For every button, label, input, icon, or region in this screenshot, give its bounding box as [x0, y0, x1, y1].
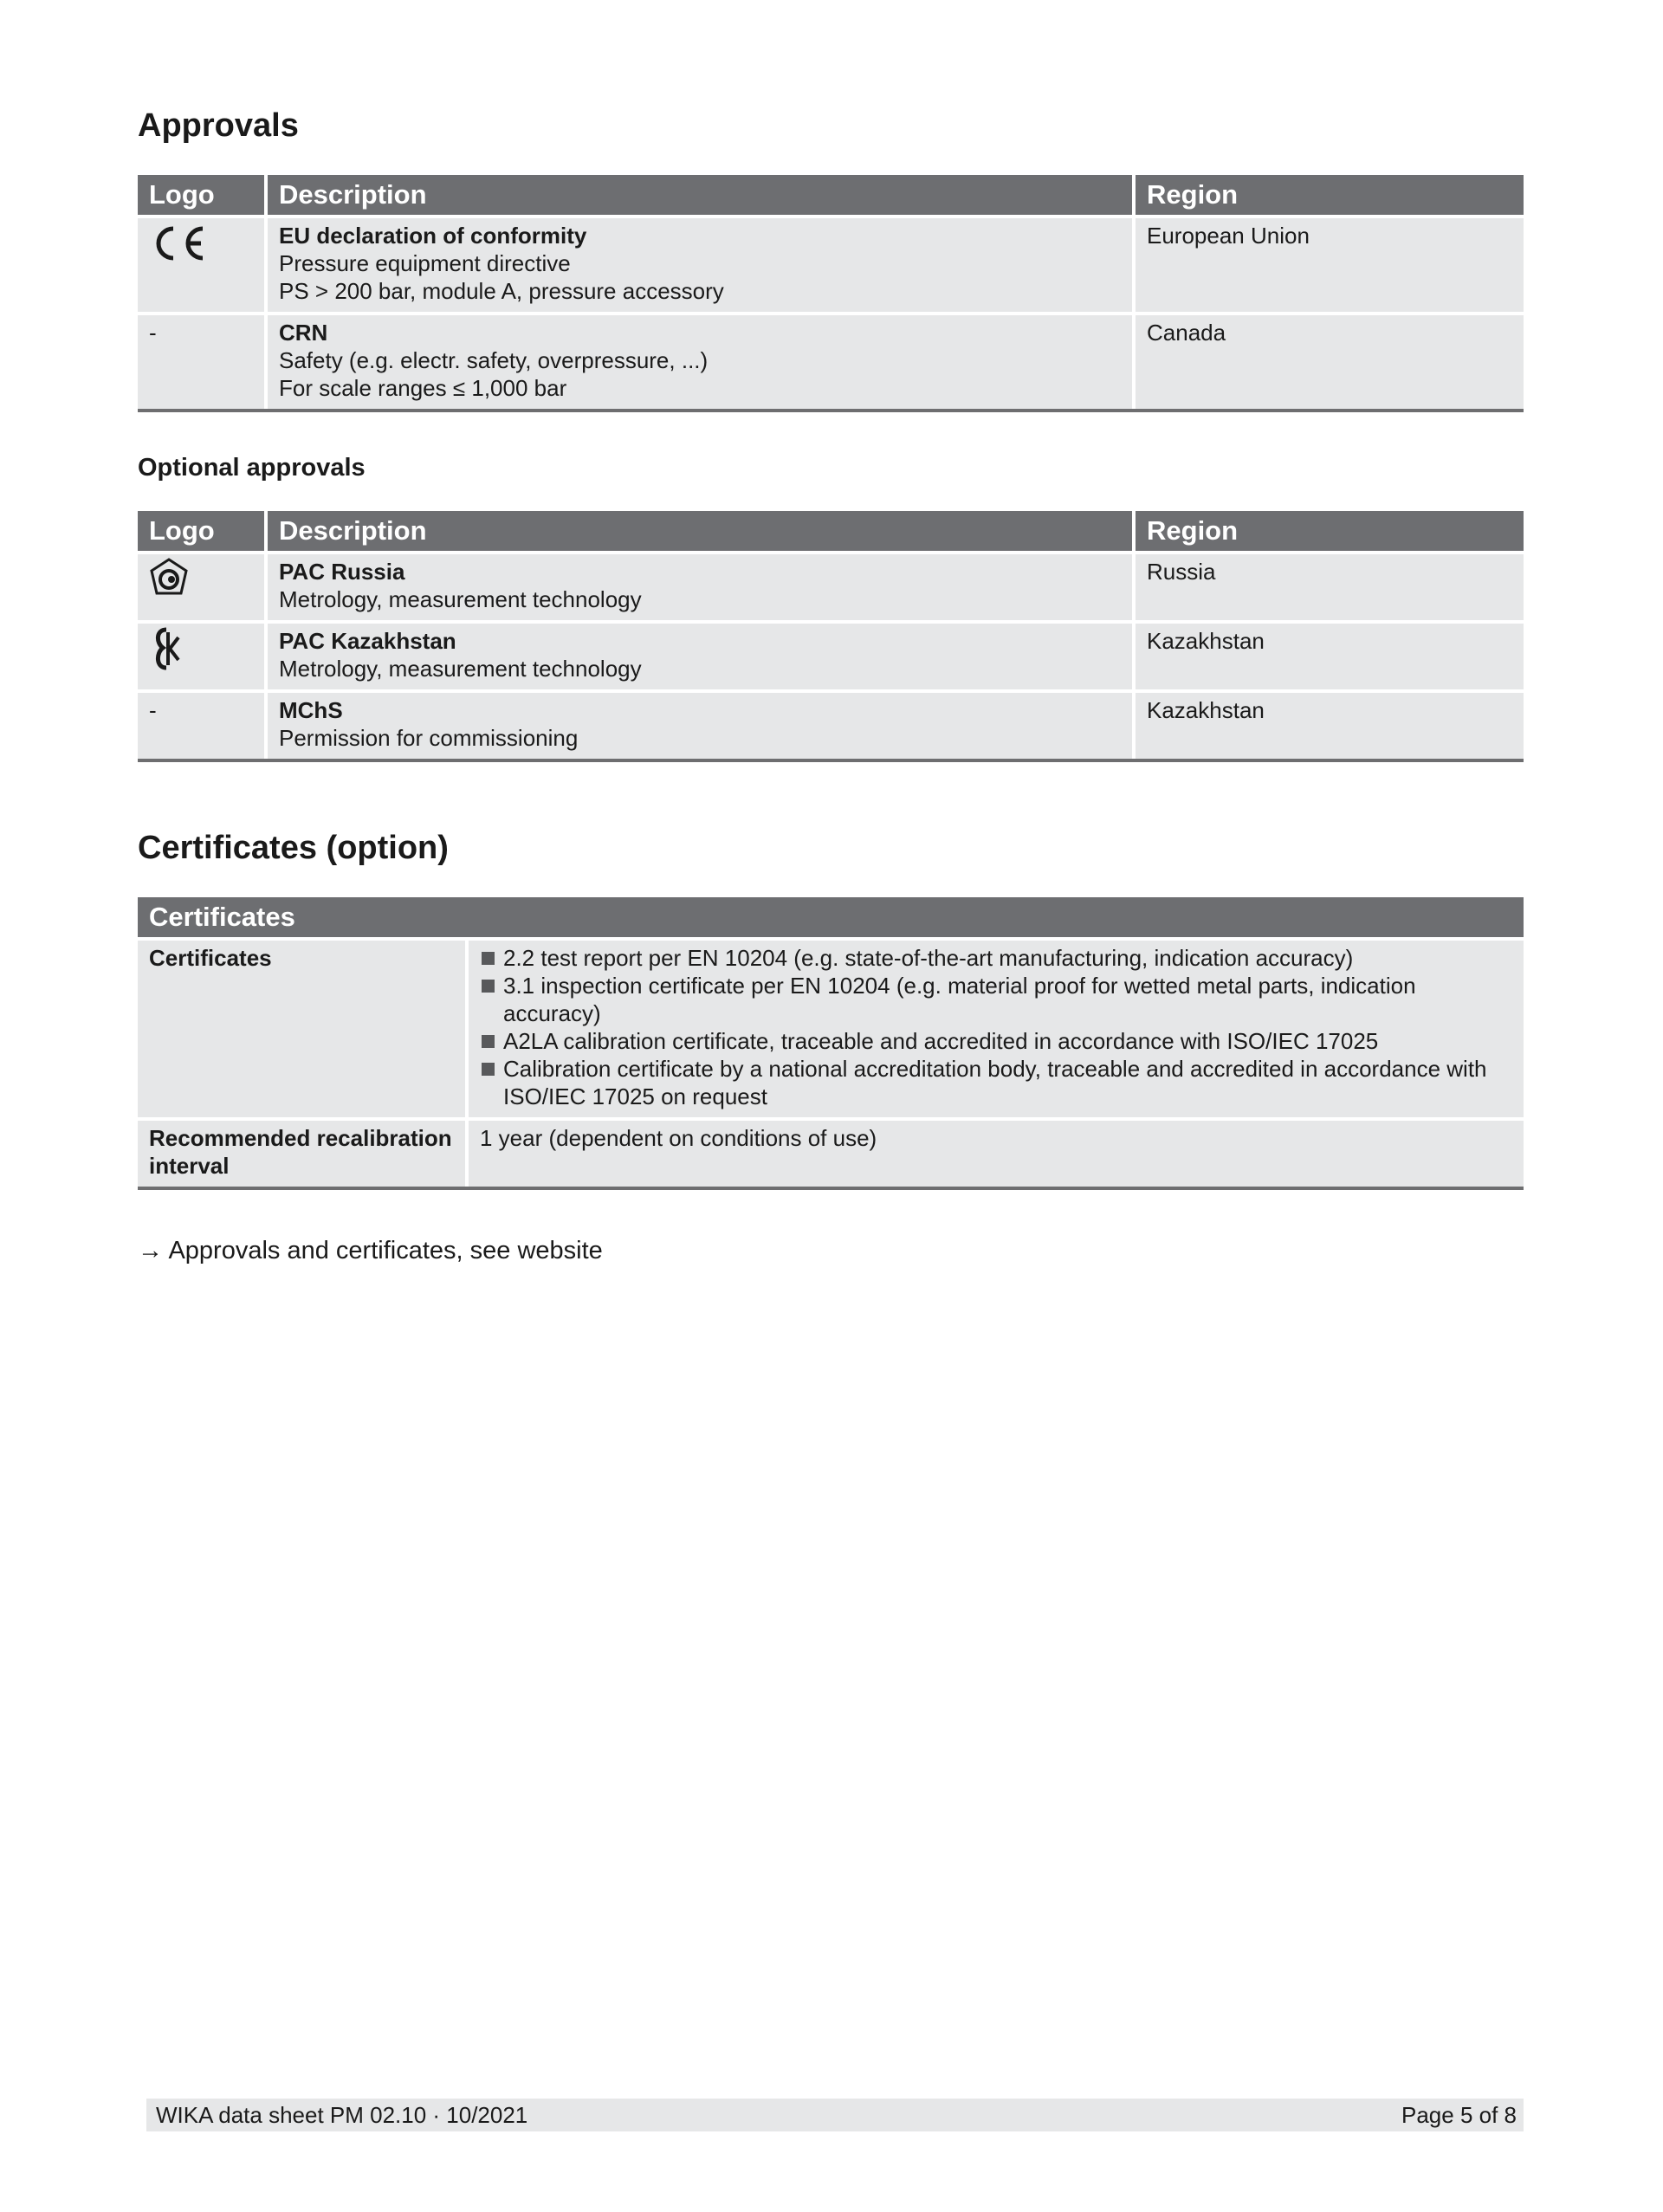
- approval-detail: Safety (e.g. electr. safety, overpressure, ...): [279, 347, 709, 373]
- description-cell: [264, 551, 1132, 620]
- description-cell: [264, 620, 1132, 689]
- footer-page-number: Page 5 of 8: [1401, 2102, 1517, 2128]
- approval-title: EU declaration of conformity: [279, 223, 587, 249]
- logo-cell: [138, 551, 264, 620]
- website-reference-note: → Approvals and certificates, see website: [138, 1237, 603, 1264]
- table-row: [138, 1117, 1524, 1187]
- certificates-heading: Certificates (option): [138, 830, 449, 866]
- table-row: [138, 937, 1524, 1117]
- region-cell: Kazakhstan: [1132, 689, 1524, 759]
- logo-cell: -: [138, 312, 264, 409]
- table-row: [138, 689, 1524, 759]
- pac-kazakhstan-icon: [149, 627, 184, 670]
- region-cell: Canada: [1132, 312, 1524, 409]
- approval-detail: Metrology, measurement technology: [279, 656, 642, 682]
- row-label: Recommended recalibration interval: [138, 1117, 465, 1187]
- region-column-header: Region: [1132, 511, 1524, 551]
- description-cell: [264, 689, 1132, 759]
- list-item: A2LA calibration certificate, traceable and accredited in accordance with ISO/IEC 17025: [480, 1027, 1512, 1055]
- logo-column-header: Logo: [138, 175, 264, 215]
- certificates-table-header: Certificates: [138, 897, 1524, 937]
- list-item: 3.1 inspection certificate per EN 10204 (e.g. material proof for wetted metal parts, indication accuracy): [480, 972, 1512, 1027]
- optional-approvals-table: [138, 511, 1524, 762]
- pac-russia-icon: [149, 558, 189, 598]
- description-cell: [264, 215, 1132, 312]
- description-column-header: Description: [264, 511, 1132, 551]
- approval-detail: Permission for commissioning: [279, 725, 579, 751]
- approval-detail: For scale ranges ≤ 1,000 bar: [279, 375, 567, 401]
- certificate-list: [480, 944, 1512, 1110]
- ce-mark-icon: [149, 222, 210, 265]
- logo-cell: -: [138, 689, 264, 759]
- approvals-table: [138, 175, 1524, 412]
- table-row: [138, 215, 1524, 312]
- description-cell: [264, 312, 1132, 409]
- region-cell: European Union: [1132, 215, 1524, 312]
- approval-title: MChS: [279, 697, 343, 723]
- page-footer: [146, 2099, 1524, 2131]
- table-row: [138, 620, 1524, 689]
- row-value: [465, 937, 1524, 1117]
- list-item: 2.2 test report per EN 10204 (e.g. state-of-the-art manufacturing, indication accuracy): [480, 944, 1512, 972]
- table-row: [138, 312, 1524, 409]
- region-cell: Russia: [1132, 551, 1524, 620]
- list-item: Calibration certificate by a national accreditation body, traceable and accredited in accordance with ISO/IEC 17025 on request: [480, 1055, 1512, 1110]
- certificates-table: [138, 897, 1524, 1190]
- approval-title: CRN: [279, 320, 328, 346]
- region-cell: Kazakhstan: [1132, 620, 1524, 689]
- logo-cell: [138, 620, 264, 689]
- approval-detail: Metrology, measurement technology: [279, 586, 642, 612]
- approval-detail: Pressure equipment directive: [279, 250, 571, 276]
- row-label: Certificates: [138, 937, 465, 1117]
- row-value: 1 year (dependent on conditions of use): [465, 1117, 1524, 1187]
- description-column-header: Description: [264, 175, 1132, 215]
- footer-document-id: WIKA data sheet PM 02.10 · 10/2021: [156, 2102, 528, 2128]
- logo-cell: [138, 215, 264, 312]
- approval-title: PAC Kazakhstan: [279, 628, 456, 654]
- approval-title: PAC Russia: [279, 559, 405, 585]
- approval-detail: PS > 200 bar, module A, pressure accessory: [279, 278, 724, 304]
- table-row: [138, 551, 1524, 620]
- region-column-header: Region: [1132, 175, 1524, 215]
- optional-approvals-heading: Optional approvals: [138, 454, 366, 482]
- approvals-heading: Approvals: [138, 107, 299, 144]
- logo-column-header: Logo: [138, 511, 264, 551]
